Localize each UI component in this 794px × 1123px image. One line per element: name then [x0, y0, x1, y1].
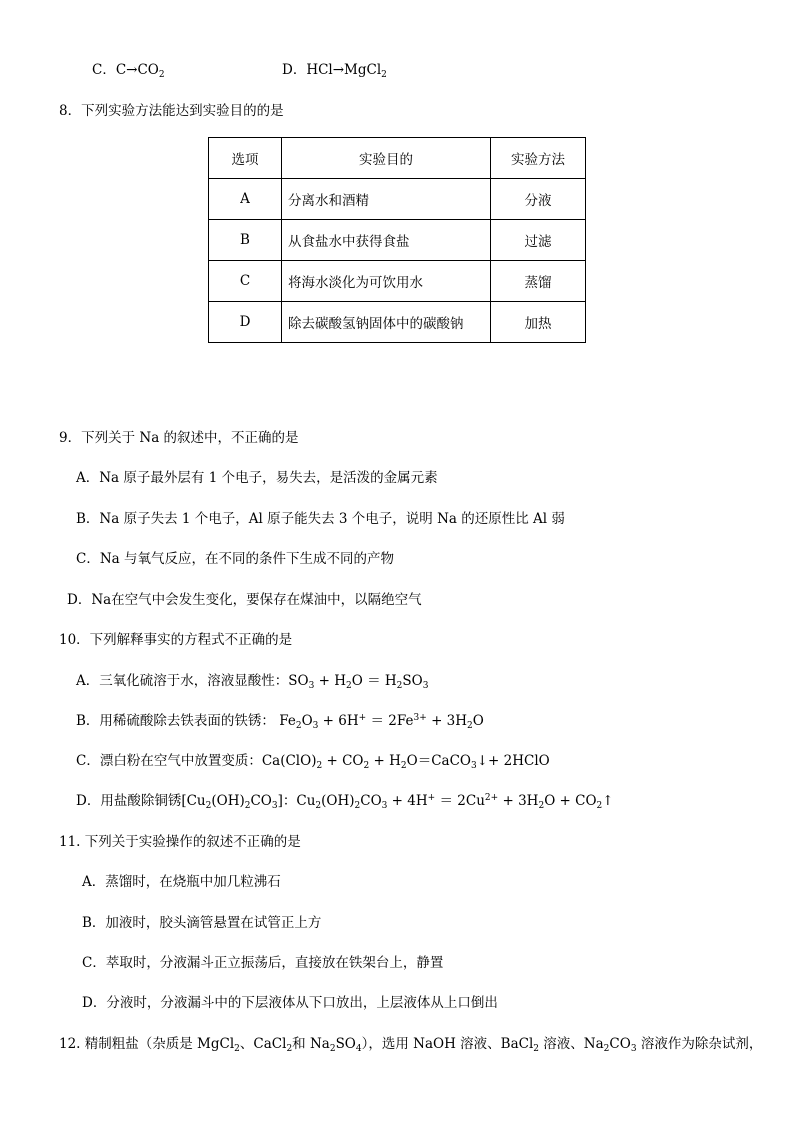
table-header-row: [209, 138, 586, 179]
table-cell: C: [209, 261, 282, 302]
q10-option-b: B．用稀硫酸除去铁表面的铁锈： $Fe_2O_3 + 6H^+ = 2Fe^{3+} + 3H_2O$: [76, 713, 484, 731]
q11-option-d: D．分液时，分液漏斗中的下层液体从下口放出，上层液体从上口倒出: [82, 995, 498, 1011]
q7-option-c: C．$C\to CO_2$: [92, 62, 165, 80]
table-cell: D: [209, 302, 282, 343]
q8-table: [208, 137, 586, 343]
table-cell: 将海水淡化为可饮用水: [282, 261, 491, 302]
q10-option-a: A．三氧化硫溶于水，溶液显酸性：$SO_3 + H_2O = H_2SO_3$: [76, 673, 429, 691]
header-option: 选项: [209, 138, 282, 179]
table-row: [209, 302, 586, 343]
table-cell: 除去碳酸氢钠固体中的碳酸钠: [282, 302, 491, 343]
q12-stem: 12. 精制粗盐（杂质是 MgCl$_2$、CaCl$_2$和 $Na_2SO_4$），选用 NaOH 溶液、BaCl$_2$ 溶液、$Na_2CO_3$ 溶液作为除杂试剂，: [59, 1036, 763, 1054]
table-row: [209, 220, 586, 261]
q9-option-d: D．Na在空气中会发生变化，要保存在煤油中，以隔绝空气: [67, 592, 422, 608]
q9-stem: 9．下列关于 Na 的叙述中，不正确的是: [59, 430, 299, 446]
table-cell: 分液: [491, 179, 586, 220]
q11-stem: 11. 下列关于实验操作的叙述不正确的是: [59, 834, 301, 850]
q10-option-d: D．用盐酸除铜锈$[Cu_2(OH)_2CO_3]$：$Cu_2(OH)_2CO_3 + 4H^+ = 2Cu^{2+} + 3H_2O$ + $CO_2↑$: [76, 793, 614, 811]
q11-option-c: C．萃取时，分液漏斗正立振荡后，直接放在铁架台上，静置: [82, 955, 444, 971]
q11-option-b: B．加液时，胶头滴管悬置在试管正上方: [82, 915, 322, 931]
header-purpose: 实验目的: [282, 138, 491, 179]
table-row: [209, 179, 586, 220]
q10-stem: 10．下列解释事实的方程式不正确的是: [59, 632, 293, 648]
q9-option-c: C．Na 与氧气反应，在不同的条件下生成不同的产物: [76, 551, 394, 567]
header-method: 实验方法: [491, 138, 586, 179]
table-cell: 蒸馏: [491, 261, 586, 302]
q9-option-b: B．Na 原子失去 1 个电子，Al 原子能失去 3 个电子，说明 Na 的还原性比 Al 弱: [76, 511, 565, 527]
table-row: [209, 261, 586, 302]
table-cell: B: [209, 220, 282, 261]
table-cell: 过滤: [491, 220, 586, 261]
table-cell: A: [209, 179, 282, 220]
table-cell: 加热: [491, 302, 586, 343]
q9-option-a: A．Na 原子最外层有 1 个电子，易失去，是活泼的金属元素: [76, 470, 438, 486]
q8-stem: 8．下列实验方法能达到实验目的的是: [59, 103, 284, 119]
table-cell: 从食盐水中获得食盐: [282, 220, 491, 261]
q11-option-a: A．蒸馏时，在烧瓶中加几粒沸石: [82, 874, 281, 890]
q7-option-d: D．HCl→MgCl$_2$: [282, 62, 387, 80]
table-cell: 分离水和酒精: [282, 179, 491, 220]
q10-option-c: C．漂白粉在空气中放置变质：$Ca(ClO)_2 + CO_2$ + $H_2O=CaCO_3↓+$ 2HClO: [76, 753, 550, 771]
